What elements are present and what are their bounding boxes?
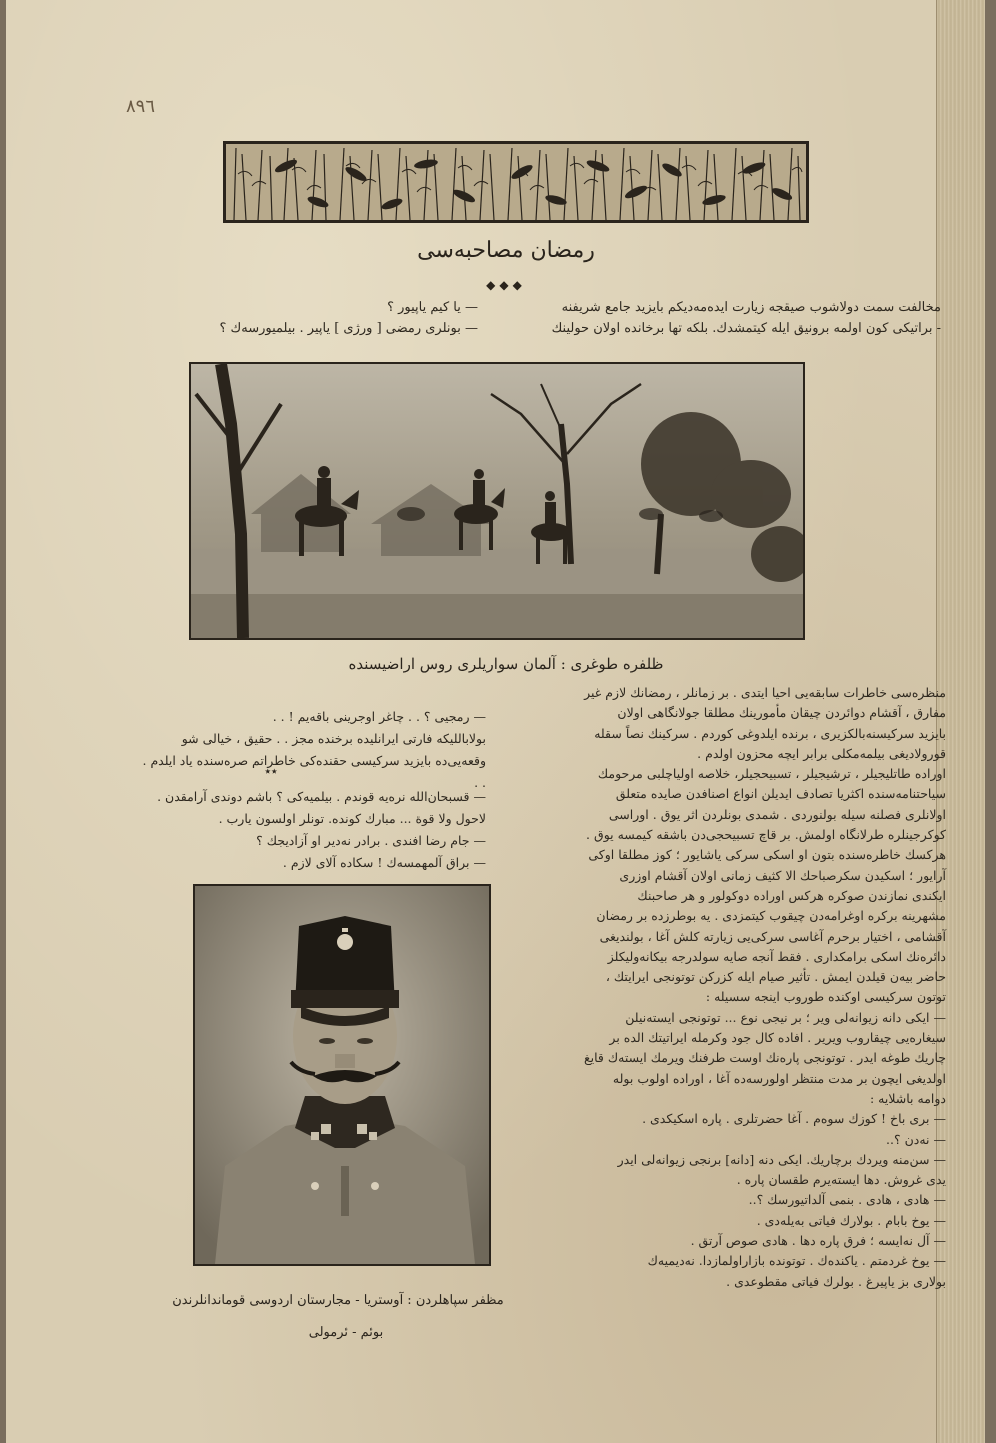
text-line: اوراده طاتلیجیلر ، ترشیجیلر ، تسبیحجیلر، خلاصه اولیاچلبی مرحومك	[597, 766, 946, 782]
text-line: حاضر بیه‌ن قیلدن ایمش . تأثیر صیام ایله کزرکن توتونجی ایرایتك ،	[605, 969, 946, 985]
text-line: قورولادیغی بیلمه‌مکلی برابر ایچه محزون اولدم .	[697, 745, 946, 761]
text-line: توتون سرکیسی اوکنده طوروب اینجه سسیله :	[705, 989, 946, 1005]
article-title: رمضان مصاحبه‌سی	[417, 238, 595, 263]
text-line: — سن‌منه ویردك برچاریك. ایکی دنه [دانه] برنجی زیوانه‌لی ایدر	[617, 1151, 946, 1167]
text-line: — نه‌دن ؟..	[886, 1131, 946, 1147]
text-line: کوکرجینلره طرلانگاه اولمش. بر قاچ تسبیحجی‌دن باشقه کیمسه یوق .	[586, 827, 946, 843]
section-asterism: ٭٭	[264, 764, 278, 778]
text-line: — رمجیی ؟ . . چاغر اوجرینی باقه‌یم ! . .	[272, 709, 486, 724]
text-line: — یا کیم یاپیور ؟	[387, 300, 478, 315]
text-line: منظره‌سی خاطرات سابقه‌یی احیا ایتدی . بر زمانلر ، رمضانك لازم غیر	[584, 685, 946, 700]
intro-right-column	[526, 297, 941, 339]
text-line: — هادی ، هادی . بنمی آلداتیورسك ؟..	[748, 1192, 946, 1208]
text-line: هرکسك خاطره‌سنده بتون او اسکی سرکی یاشایور ؛ کوز مطلقا اوکی	[588, 847, 946, 863]
body-left-bottom	[136, 786, 486, 874]
portrait-name: بوئم - ئرمولی	[308, 1325, 384, 1340]
cavalry-scene-illustration	[191, 364, 803, 638]
text-line: دائره‌نك اسکی برامکداری . فقط آنجه صایه سولدرجه بیکانه‌ولیکلز	[607, 948, 946, 964]
text-line: — آل نه‌ایسه ؛ فرق پاره دها . هادی صوص آرتق .	[690, 1233, 946, 1249]
text-line: بولاری بز یاپیرغ . بولرك فیاتی مقطوعدی .	[726, 1273, 946, 1289]
text-line: آقشامی ، اختیار برحرم آغاسی سرکی‌یی زیارته کلش آغا ، بولندیغی	[599, 928, 946, 944]
text-line: ایکندی نمازندن صوکره هرکس اوراده دوکولور و هر صاحبنك	[637, 887, 946, 903]
page-number: ٨٩٦	[126, 96, 156, 117]
text-line: سیغاره‌یی چیقاروب ویریر . افاده کال جود وکرمله ایراتیتك الده بر	[609, 1030, 946, 1046]
text-line: مشهرینه برکره اوغرامه‌دن چیقوب کیتمزدی . یه بوطرزده بر رمضان	[596, 908, 946, 924]
portrait-caption: مظفر سپاهلردن : آوستریا - مجارستان اردوسی قوماندانلرندن	[172, 1293, 504, 1308]
text-line: — جام رضا افندی . برادر نه‌دیر او آزادیجك ؟	[256, 833, 486, 848]
text-line: وقعه‌یی‌ده بایزید سرکیسی حقنده‌کی خاطراتم صره‌سنده یاد ایلدم . . .	[142, 753, 486, 790]
photo-caption: ظلفره طوغری : آلمان سواریلری روس اراضیسنده	[348, 655, 664, 673]
magazine-page	[6, 0, 980, 1443]
text-line: بایزید سرکیسنه‌بالکزیری ، برنده ایلدوغی کوردم . سرکینك نصاً سقله	[594, 725, 946, 741]
text-line: اولانلری فصلنه سیله بولنوردی . شمدی بونلردن اثر یوق . اوراسی	[608, 806, 946, 822]
text-line: — براق آلمهمسه‌ك ! سکاده آلای لازم .	[282, 855, 486, 870]
text-line: چاریك طوغه ایدر . توتونجی پاره‌نك اوست طرفنك ویرمك ایسته‌ك قایغ	[583, 1050, 946, 1066]
officer-portrait-illustration	[195, 886, 489, 1264]
text-line: یدی غروش. دها ایسته‌یرم طقسان پاره .	[736, 1172, 946, 1188]
body-right-column	[516, 683, 946, 1292]
text-line: مفارق ، آقشام دوائردن چیقان مأمورینك مطلقا جولانگاهی اولان	[617, 705, 946, 721]
text-line: اولدیغی ایچون بر مدت منتظر اولورسه‌ده آغا ، اوراده اولوب بوله	[612, 1070, 946, 1086]
text-line: — یوخ بابام . بولارك فیاتی به‌یله‌دی .	[756, 1212, 946, 1228]
cavalry-photograph	[189, 362, 805, 640]
text-line: سیاحتنامه‌سنده اکثریا تصادف ایدیلن انواع اصنافدن صایده متعلق	[615, 786, 946, 802]
text-line: — یوخ غردمتم . یاکنده‌ك . توتونده بازاراولمازدا. نه‌دیمیه‌ك	[647, 1253, 946, 1269]
text-line: — ایکی دانه زیوانه‌لی ویر ؛ بر نیجی نوع ... توتونجی ایسته‌نیلن	[625, 1009, 946, 1025]
title-ornament: ◆◆◆	[486, 278, 526, 292]
officer-portrait	[193, 884, 491, 1266]
text-line: — بونلری رمضی [ ورژی ] یاپیر . بیلمیورسه‌ك ؟	[219, 321, 478, 336]
intro-left-column	[206, 297, 478, 339]
reeds-and-fish-illustration	[226, 144, 806, 220]
text-line: — قسبحان‌الله نره‌یه قوندم . بیلمیه‌کی ؟ باشم دوندی آرامقدن .	[157, 789, 486, 804]
text-line: - براتیکی کون اولمه برونیق ایله کیتمشدك. بلکه‌ تها برخانده اولان حولینك	[551, 321, 941, 336]
text-line: لاحول ولا قوة ... مبارك کونده. تونلر اولسون یارب .	[218, 811, 486, 826]
text-line: دوامه باشلایه :	[869, 1090, 946, 1106]
body-left-top	[136, 706, 486, 794]
decorative-header-banner	[223, 141, 809, 223]
text-line: مخالفت سمت دولاشوب صیقجه زیارت ایده‌مه‌دیکم بایزید جامع شریفنه	[561, 300, 941, 315]
text-line: بولاباللیکه فارتی ایرانلیده برخنده مجز . . حقیق ، خیالی شو	[181, 731, 486, 746]
text-line: آرایور ؛ اسکیدن سکرصباحك الا کثیف زمانی اولان آقشام اوزری	[619, 867, 946, 883]
text-line: — بری باخ ! کوزك سوه‌م . آغا حضرتلری . پاره اسکیکدی .	[642, 1111, 946, 1127]
